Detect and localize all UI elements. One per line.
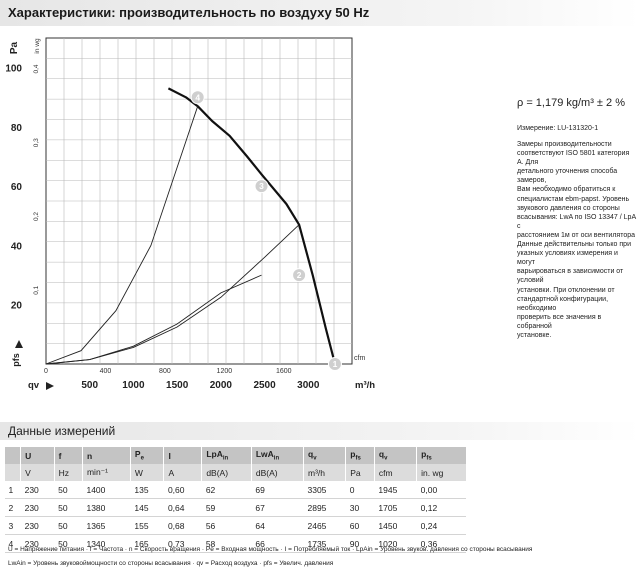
- x-axis-arrow-icon: [46, 382, 54, 390]
- table-row: [5, 481, 467, 499]
- operating-point-label: 2: [296, 270, 302, 281]
- table-cell: n: [82, 447, 130, 464]
- table-cell: 1365: [82, 517, 130, 535]
- table-cell: 0,64: [164, 499, 202, 517]
- table-cell: 50: [54, 517, 82, 535]
- table-cell: 165: [130, 535, 164, 553]
- x-tick-label-m3h: 500: [81, 380, 99, 391]
- y-tick-label-inwg: 0,2: [33, 211, 40, 222]
- page-title: Характеристики: производительность по воздуху 50 Hz: [8, 5, 370, 20]
- table-cell: 67: [251, 499, 303, 517]
- subscript: v: [313, 455, 317, 462]
- table-cell: cfm: [374, 464, 416, 481]
- y-tick-label-pa: 100: [5, 63, 22, 75]
- x-tick-label-m3h: 2000: [209, 380, 232, 391]
- table-cell: V: [21, 464, 55, 481]
- table-cell: 59: [202, 499, 252, 517]
- table-cell: 1340: [82, 535, 130, 553]
- table-cell: 30: [346, 499, 375, 517]
- table-cell: 50: [54, 481, 82, 499]
- table-units-row: [5, 464, 467, 481]
- x-tick-label-m3h: 1500: [166, 380, 189, 391]
- operating-point-label: 3: [259, 181, 264, 192]
- table-row: [5, 517, 467, 535]
- table-cell: 64: [251, 517, 303, 535]
- x-axis-prefix: qv: [28, 380, 40, 391]
- table-cell: 50: [54, 535, 82, 553]
- table-cell: 60: [346, 517, 375, 535]
- table-cell: 0,00: [417, 481, 466, 499]
- table-cell: 1380: [82, 499, 130, 517]
- x-axis-label-cfm: cfm: [354, 355, 366, 362]
- operating-point-label: 4: [195, 92, 201, 103]
- table-cell: [5, 464, 21, 481]
- subscript: e: [140, 455, 144, 462]
- table-cell: 0,60: [164, 481, 202, 499]
- table-cell: 230: [21, 517, 55, 535]
- table-cell: $P_e$: [130, 447, 164, 464]
- table-cell: 1: [5, 481, 21, 499]
- table-cell: LwA$_{in}$: [251, 447, 303, 464]
- y-axis-label-pa: Pa: [9, 41, 20, 55]
- table-cell: W: [130, 464, 164, 481]
- measurement-id: Измерение: LU-131320-1: [517, 125, 599, 132]
- table-cell: 0: [346, 481, 375, 499]
- table-cell: 90: [346, 535, 375, 553]
- y-axis-prefix: pfs: [11, 353, 21, 367]
- performance-chart: [0, 26, 512, 396]
- table-cell: 1450: [374, 517, 416, 535]
- y-tick-label-inwg: 0,1: [33, 285, 40, 295]
- operating-point-label: 1: [332, 359, 338, 369]
- table-cell: 0,12: [417, 499, 466, 517]
- subscript: fs: [355, 455, 361, 462]
- subscript: v: [384, 455, 388, 462]
- x-tick-label-cfm: 0: [44, 368, 48, 375]
- y-tick-label-inwg: 0,4: [33, 64, 40, 74]
- table-cell: 2: [5, 499, 21, 517]
- table-cell: A: [164, 464, 202, 481]
- y-tick-label-pa: 40: [10, 241, 22, 253]
- air-density: ρ = 1,179 kg/m³ ± 2 %: [517, 97, 625, 109]
- table-cell: 58: [202, 535, 252, 553]
- table-cell: 1735: [304, 535, 346, 553]
- table-row: [5, 499, 467, 517]
- section-bar: [0, 422, 640, 440]
- table-cell: dB(A): [202, 464, 252, 481]
- table-cell: 69: [251, 481, 303, 499]
- legend-line-2: LwAin = Уровень звуковоймощности со стороны всасывания · qv = Расход воздуха · pfs = Увелич. давления: [8, 560, 334, 567]
- table-cell: LpA$_{in}$: [202, 447, 252, 464]
- table-cell: $p_{fs}$: [346, 447, 375, 464]
- table-cell: 230: [21, 481, 55, 499]
- table-cell: [5, 447, 21, 464]
- x-tick-label-cfm: 1600: [275, 368, 292, 375]
- table-cell: in. wg: [417, 464, 466, 481]
- y-tick-label-pa: 80: [10, 122, 22, 134]
- table-cell: f: [54, 447, 82, 464]
- table-cell: min⁻¹: [82, 464, 130, 481]
- table-cell: Hz: [54, 464, 82, 481]
- x-tick-label-m3h: 1000: [122, 380, 145, 391]
- measurement-notes: Замеры производительности соответствуют ISO 5801 категория А. Для детального уточнения способа замеров, Вам необходимо обратиться к специалистам ebm-papst. Уровень звукового давления со стороны всасывания: LwA по ISO 13347 / LpA с расстоянием 1м от оси вентилятора Данные действительны только при указных условиях измерения и могут варьироваться в зависимости от условий установки. При отклонении от стандартной конфигурации, необходимо проверить все значения в собранной установке.: [517, 141, 636, 339]
- y-tick-label-pa: 20: [10, 300, 22, 312]
- y-axis-arrow-icon: [15, 340, 23, 348]
- table-cell: 135: [130, 481, 164, 499]
- table-cell: 66: [251, 535, 303, 553]
- table-cell: 0,36: [417, 535, 466, 553]
- table-cell: 230: [21, 535, 55, 553]
- table-cell: 0,73: [164, 535, 202, 553]
- x-tick-label-cfm: 400: [99, 368, 112, 375]
- table-cell: 50: [54, 499, 82, 517]
- table-cell: 3: [5, 517, 21, 535]
- subscript: in: [222, 455, 229, 462]
- subscript: fs: [426, 455, 432, 462]
- table-cell: 2465: [304, 517, 346, 535]
- table-cell: 1945: [374, 481, 416, 499]
- y-axis-label-inwg: in wg: [34, 38, 41, 54]
- table-cell: 2895: [304, 499, 346, 517]
- subscript: in: [273, 455, 280, 462]
- table-cell: 4: [5, 535, 21, 553]
- table-cell: m³/h: [304, 464, 346, 481]
- table-cell: $q_v$: [374, 447, 416, 464]
- table-cell: U: [21, 447, 55, 464]
- section-title: Данные измерений: [8, 424, 116, 438]
- table-cell: 230: [21, 499, 55, 517]
- x-tick-label-m3h: 2500: [253, 380, 276, 391]
- measurement-table: [4, 447, 466, 553]
- x-tick-label-cfm: 1200: [216, 368, 233, 375]
- table-cell: dB(A): [251, 464, 303, 481]
- table-cell: 155: [130, 517, 164, 535]
- table-cell: 0,68: [164, 517, 202, 535]
- table-cell: Pa: [346, 464, 375, 481]
- table-cell: 56: [202, 517, 252, 535]
- legend-line-1: U = Напряжение питания · f = Частота · n = Скорость вращения · Pe = Входная мощность · I = Потребляемый ток · LpAin = Уровень звуков. давления со стороны всасывания: [8, 546, 533, 553]
- table-header-row: [5, 447, 467, 464]
- table-cell: 0,24: [417, 517, 466, 535]
- header-bar: [0, 0, 640, 26]
- table-cell: 62: [202, 481, 252, 499]
- table-cell: I: [164, 447, 202, 464]
- y-tick-label-pa: 60: [10, 182, 22, 194]
- table-cell: $q_v$: [304, 447, 346, 464]
- y-tick-label-inwg: 0,3: [33, 138, 40, 148]
- table-cell: 3305: [304, 481, 346, 499]
- x-tick-label-cfm: 800: [159, 368, 171, 375]
- table-cell: 1020: [374, 535, 416, 553]
- table-cell: $p_{fs}$: [417, 447, 466, 464]
- x-axis-label-m3h: m³/h: [355, 380, 376, 391]
- x-tick-label-m3h: 3000: [297, 380, 320, 391]
- table-cell: 1705: [374, 499, 416, 517]
- table-cell: 145: [130, 499, 164, 517]
- table-cell: 1400: [82, 481, 130, 499]
